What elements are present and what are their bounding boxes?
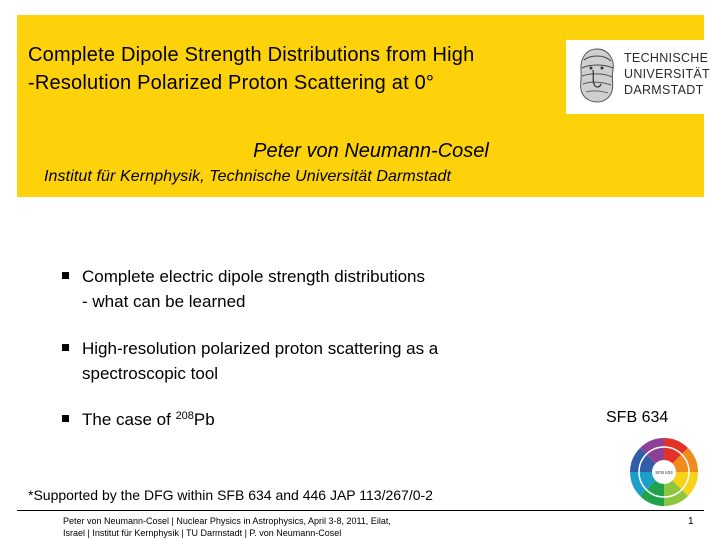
sfb-label: SFB 634 xyxy=(606,409,669,426)
bullet-square-icon xyxy=(62,272,69,279)
footer xyxy=(63,515,391,539)
sfb-wheel-center-label: SFB 634 xyxy=(655,470,673,475)
element-symbol: Pb xyxy=(193,410,215,429)
sfb-color-wheel-logo xyxy=(629,437,699,507)
bullet-text-continued: spectroscopic tool xyxy=(82,364,219,383)
logo-line: TECHNISCHE xyxy=(624,51,709,65)
institute-name: Institut für Kernphysik, Technische Universität Darmstadt xyxy=(44,168,452,185)
bullet-text: Complete electric dipole strength distributions xyxy=(82,267,426,286)
footer-line-2: Israel | Institut für Kernphysik | TU Darmstadt | P. von Neumann-Cosel xyxy=(63,528,342,538)
title-line-2: -Resolution Polarized Proton Scattering at 0° xyxy=(28,72,435,94)
footer-divider xyxy=(17,510,704,511)
bullet-square-icon xyxy=(62,415,69,422)
logo-wordmark xyxy=(624,50,710,98)
bullet-text: High-resolution polarized proton scattering as a xyxy=(82,339,439,358)
title-line-1: Complete Dipole Strength Distributions from High xyxy=(28,44,475,66)
tu-darmstadt-logo xyxy=(566,40,710,114)
bullet-text-prefix: The case of xyxy=(82,410,176,429)
author-name: Peter von Neumann-Cosel xyxy=(253,140,489,162)
logo-line: DARMSTADT xyxy=(624,83,704,97)
athena-head-icon xyxy=(576,46,618,104)
bullet-square-icon xyxy=(62,344,69,351)
bullet-text xyxy=(82,407,215,432)
footnote: *Supported by the DFG within SFB 634 and 446 JAP 113/267/0-2 xyxy=(28,487,433,503)
slide-title xyxy=(28,41,568,97)
logo-line: UNIVERSITÄT xyxy=(624,67,710,81)
bullet-text-continued: - what can be learned xyxy=(82,292,246,311)
footer-line-1: Peter von Neumann-Cosel | Nuclear Physics in Astrophysics, April 3-8, 2011, Eilat, xyxy=(63,516,391,526)
page-number: 1 xyxy=(688,516,694,527)
mass-number: 208 xyxy=(175,410,194,422)
